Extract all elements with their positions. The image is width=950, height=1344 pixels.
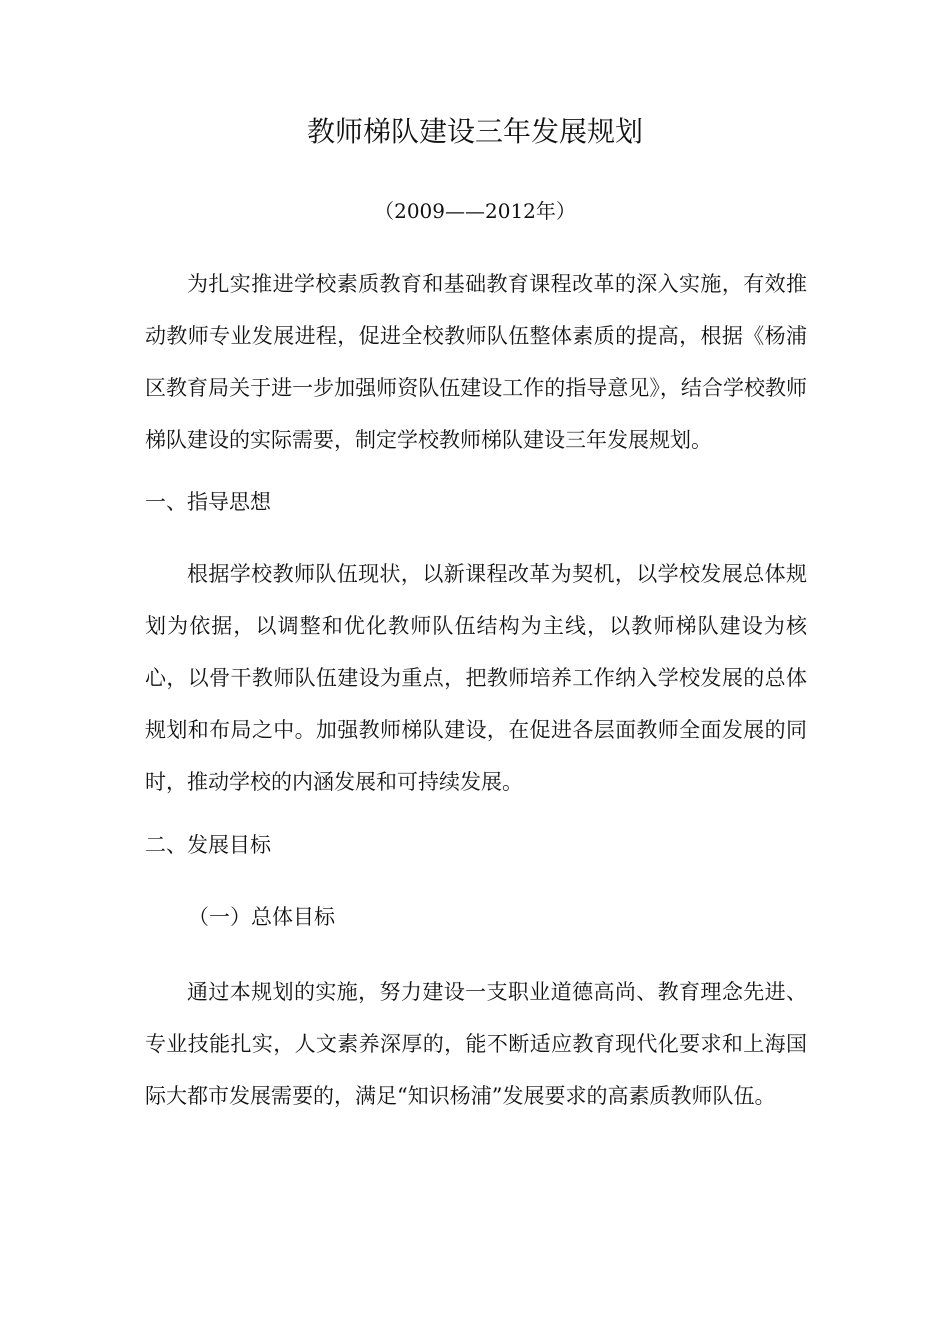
subsection-heading-overall-goal: （一）总体目标	[188, 905, 335, 929]
section-body-guiding-ideology: 根据学校教师队伍现状，以新课程改革为契机，以学校发展总体规划为依据，以调整和优化教师队伍结构为主线，以教师梯队建设为核心，以骨干教师队伍建设为重点，把教师培养工作纳入学校发展的总体规划和布局之中。加强教师梯队建设，在促进各层面教师全面发展的同时，推动学校的内涵发展和可持续发展。	[145, 562, 807, 794]
subsection-body-overall-goal: 通过本规划的实施，努力建设一支职业道德高尚、教育理念先进、专业技能扎实，人文素养深厚的，能不断适应教育现代化要求和上海国际大都市发展需要的，满足“知识杨浦”发展要求的高素质教师队伍。	[145, 980, 807, 1108]
section-heading-guiding-ideology: 一、指导思想	[145, 490, 271, 514]
document-title: 教师梯队建设三年发展规划	[306, 115, 643, 148]
section-heading-development-goals: 二、发展目标	[145, 833, 271, 857]
document-subtitle: （2009——2012年）	[374, 199, 576, 223]
intro-paragraph: 为扎实推进学校素质教育和基础教育课程改革的深入实施，有效推动教师专业发展进程，促进全校教师队伍整体素质的提高，根据《杨浦区教育局关于进一步加强师资队伍建设工作的指导意见》，结合学校教师梯队建设的实际需要，制定学校教师梯队建设三年发展规划。	[145, 272, 807, 452]
